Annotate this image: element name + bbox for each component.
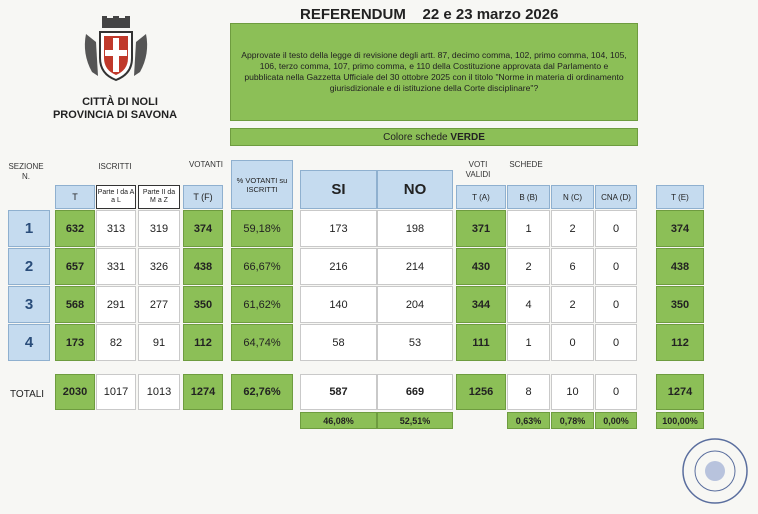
cell-ta: 430	[456, 248, 506, 285]
col-header-n: N (C)	[551, 185, 594, 209]
total-cell-t: 2030	[55, 374, 95, 410]
page-title: REFERENDUM 22 e 23 marzo 2026	[300, 6, 559, 23]
cell-no: 198	[377, 210, 453, 247]
cell-parte2: 91	[138, 324, 180, 361]
cell-tf: 112	[183, 324, 223, 361]
cell-parte2: 277	[138, 286, 180, 323]
cell-no: 204	[377, 286, 453, 323]
province-name: PROVINCIA DI SAVONA	[52, 109, 178, 121]
col-header-b: B (B)	[507, 185, 550, 209]
ballot-color-label: Colore schede	[383, 131, 448, 143]
cell-tf: 350	[183, 286, 223, 323]
ballot-color-value: VERDE	[450, 131, 485, 143]
cell-parte1: 291	[96, 286, 136, 323]
cell-n: 2	[551, 210, 594, 247]
cell-tf: 374	[183, 210, 223, 247]
cell-si: 58	[300, 324, 377, 361]
cell-n: 6	[551, 248, 594, 285]
cell-t: 632	[55, 210, 95, 247]
cell-cna: 0	[595, 324, 637, 361]
total-cell-pct: 62,76%	[231, 374, 293, 410]
coat-of-arms-logo	[78, 14, 154, 84]
col-header-tf: T (F)	[183, 185, 223, 209]
col-header-parte2: Parte II da M a Z	[138, 185, 180, 209]
total-cell-cna: 0	[595, 374, 637, 410]
cell-ta: 344	[456, 286, 506, 323]
cell-sezione: 1	[8, 210, 50, 247]
pct-no: 52,51%	[377, 412, 453, 429]
cell-pct: 59,18%	[231, 210, 293, 247]
total-cell-si: 587	[300, 374, 377, 410]
cell-no: 214	[377, 248, 453, 285]
col-header-t: T	[55, 185, 95, 209]
totals-label: TOTALI	[10, 389, 45, 400]
cell-b: 1	[507, 324, 550, 361]
header-votanti: VOTANTI	[188, 160, 224, 169]
cell-pct: 66,67%	[231, 248, 293, 285]
col-header-cna: CNA (D)	[595, 185, 637, 209]
pct-cna: 0,00%	[595, 412, 637, 429]
cell-tf: 438	[183, 248, 223, 285]
col-header-ta: T (A)	[456, 185, 506, 209]
cell-si: 140	[300, 286, 377, 323]
pct-si: 46,08%	[300, 412, 377, 429]
pct-n: 0,78%	[551, 412, 594, 429]
cell-parte2: 319	[138, 210, 180, 247]
total-cell-b: 8	[507, 374, 550, 410]
total-cell-tf: 1274	[183, 374, 223, 410]
cell-sezione: 4	[8, 324, 50, 361]
header-sezione: SEZIONE N.	[8, 162, 44, 181]
cell-n: 0	[551, 324, 594, 361]
cell-cna: 0	[595, 210, 637, 247]
cell-cna: 0	[595, 248, 637, 285]
city-name: CITTÀ DI NOLI	[82, 96, 158, 108]
header-iscritti: ISCRITTI	[98, 162, 132, 171]
total-cell-n: 10	[551, 374, 594, 410]
official-stamp	[680, 436, 750, 506]
pct-b: 0,63%	[507, 412, 550, 429]
cell-b: 4	[507, 286, 550, 323]
cell-parte1: 82	[96, 324, 136, 361]
cell-si: 173	[300, 210, 377, 247]
cell-sezione: 2	[8, 248, 50, 285]
cell-te: 112	[656, 324, 704, 361]
cell-te: 438	[656, 248, 704, 285]
col-header-pct: % VOTANTI su ISCRITTI	[231, 160, 293, 209]
cell-cna: 0	[595, 286, 637, 323]
cell-t: 173	[55, 324, 95, 361]
cell-si: 216	[300, 248, 377, 285]
cell-parte1: 313	[96, 210, 136, 247]
cell-parte2: 326	[138, 248, 180, 285]
cell-pct: 61,62%	[231, 286, 293, 323]
cell-pct: 64,74%	[231, 324, 293, 361]
total-cell-parte2: 1013	[138, 374, 180, 410]
total-cell-parte1: 1017	[96, 374, 136, 410]
cell-te: 374	[656, 210, 704, 247]
question-text: Approvate il testo della legge di revisione degli artt. 87, decimo comma, 102, primo comma, 104, 105, 106, terzo comma, 107, primo comma, e 110 della Costituzione approvata dal Parlamento e pubblicata nella Gazzetta Ufficiale del 30 ottobre 2025 con il titolo "Norme in materia di ordinamento giurisdizionale e di istituzione della Corte disciplinare"?	[241, 50, 627, 93]
header-voti-validi: VOTI VALIDI	[465, 160, 491, 179]
col-header-si: SI	[300, 170, 377, 209]
col-header-no: NO	[377, 170, 453, 209]
cell-t: 568	[55, 286, 95, 323]
total-cell-no: 669	[377, 374, 453, 410]
pct-te: 100,00%	[656, 412, 704, 429]
cell-b: 2	[507, 248, 550, 285]
col-header-parte1: Parte I da A a L	[96, 185, 136, 209]
cell-b: 1	[507, 210, 550, 247]
header-schede: SCHEDE	[509, 160, 543, 169]
total-cell-te: 1274	[656, 374, 704, 410]
cell-ta: 371	[456, 210, 506, 247]
cell-t: 657	[55, 248, 95, 285]
question-box	[230, 23, 638, 121]
cell-no: 53	[377, 324, 453, 361]
total-cell-ta: 1256	[456, 374, 506, 410]
ballot-color-box	[230, 128, 638, 146]
cell-sezione: 3	[8, 286, 50, 323]
cell-te: 350	[656, 286, 704, 323]
cell-n: 2	[551, 286, 594, 323]
col-header-te: T (E)	[656, 185, 704, 209]
cell-parte1: 331	[96, 248, 136, 285]
cell-ta: 111	[456, 324, 506, 361]
